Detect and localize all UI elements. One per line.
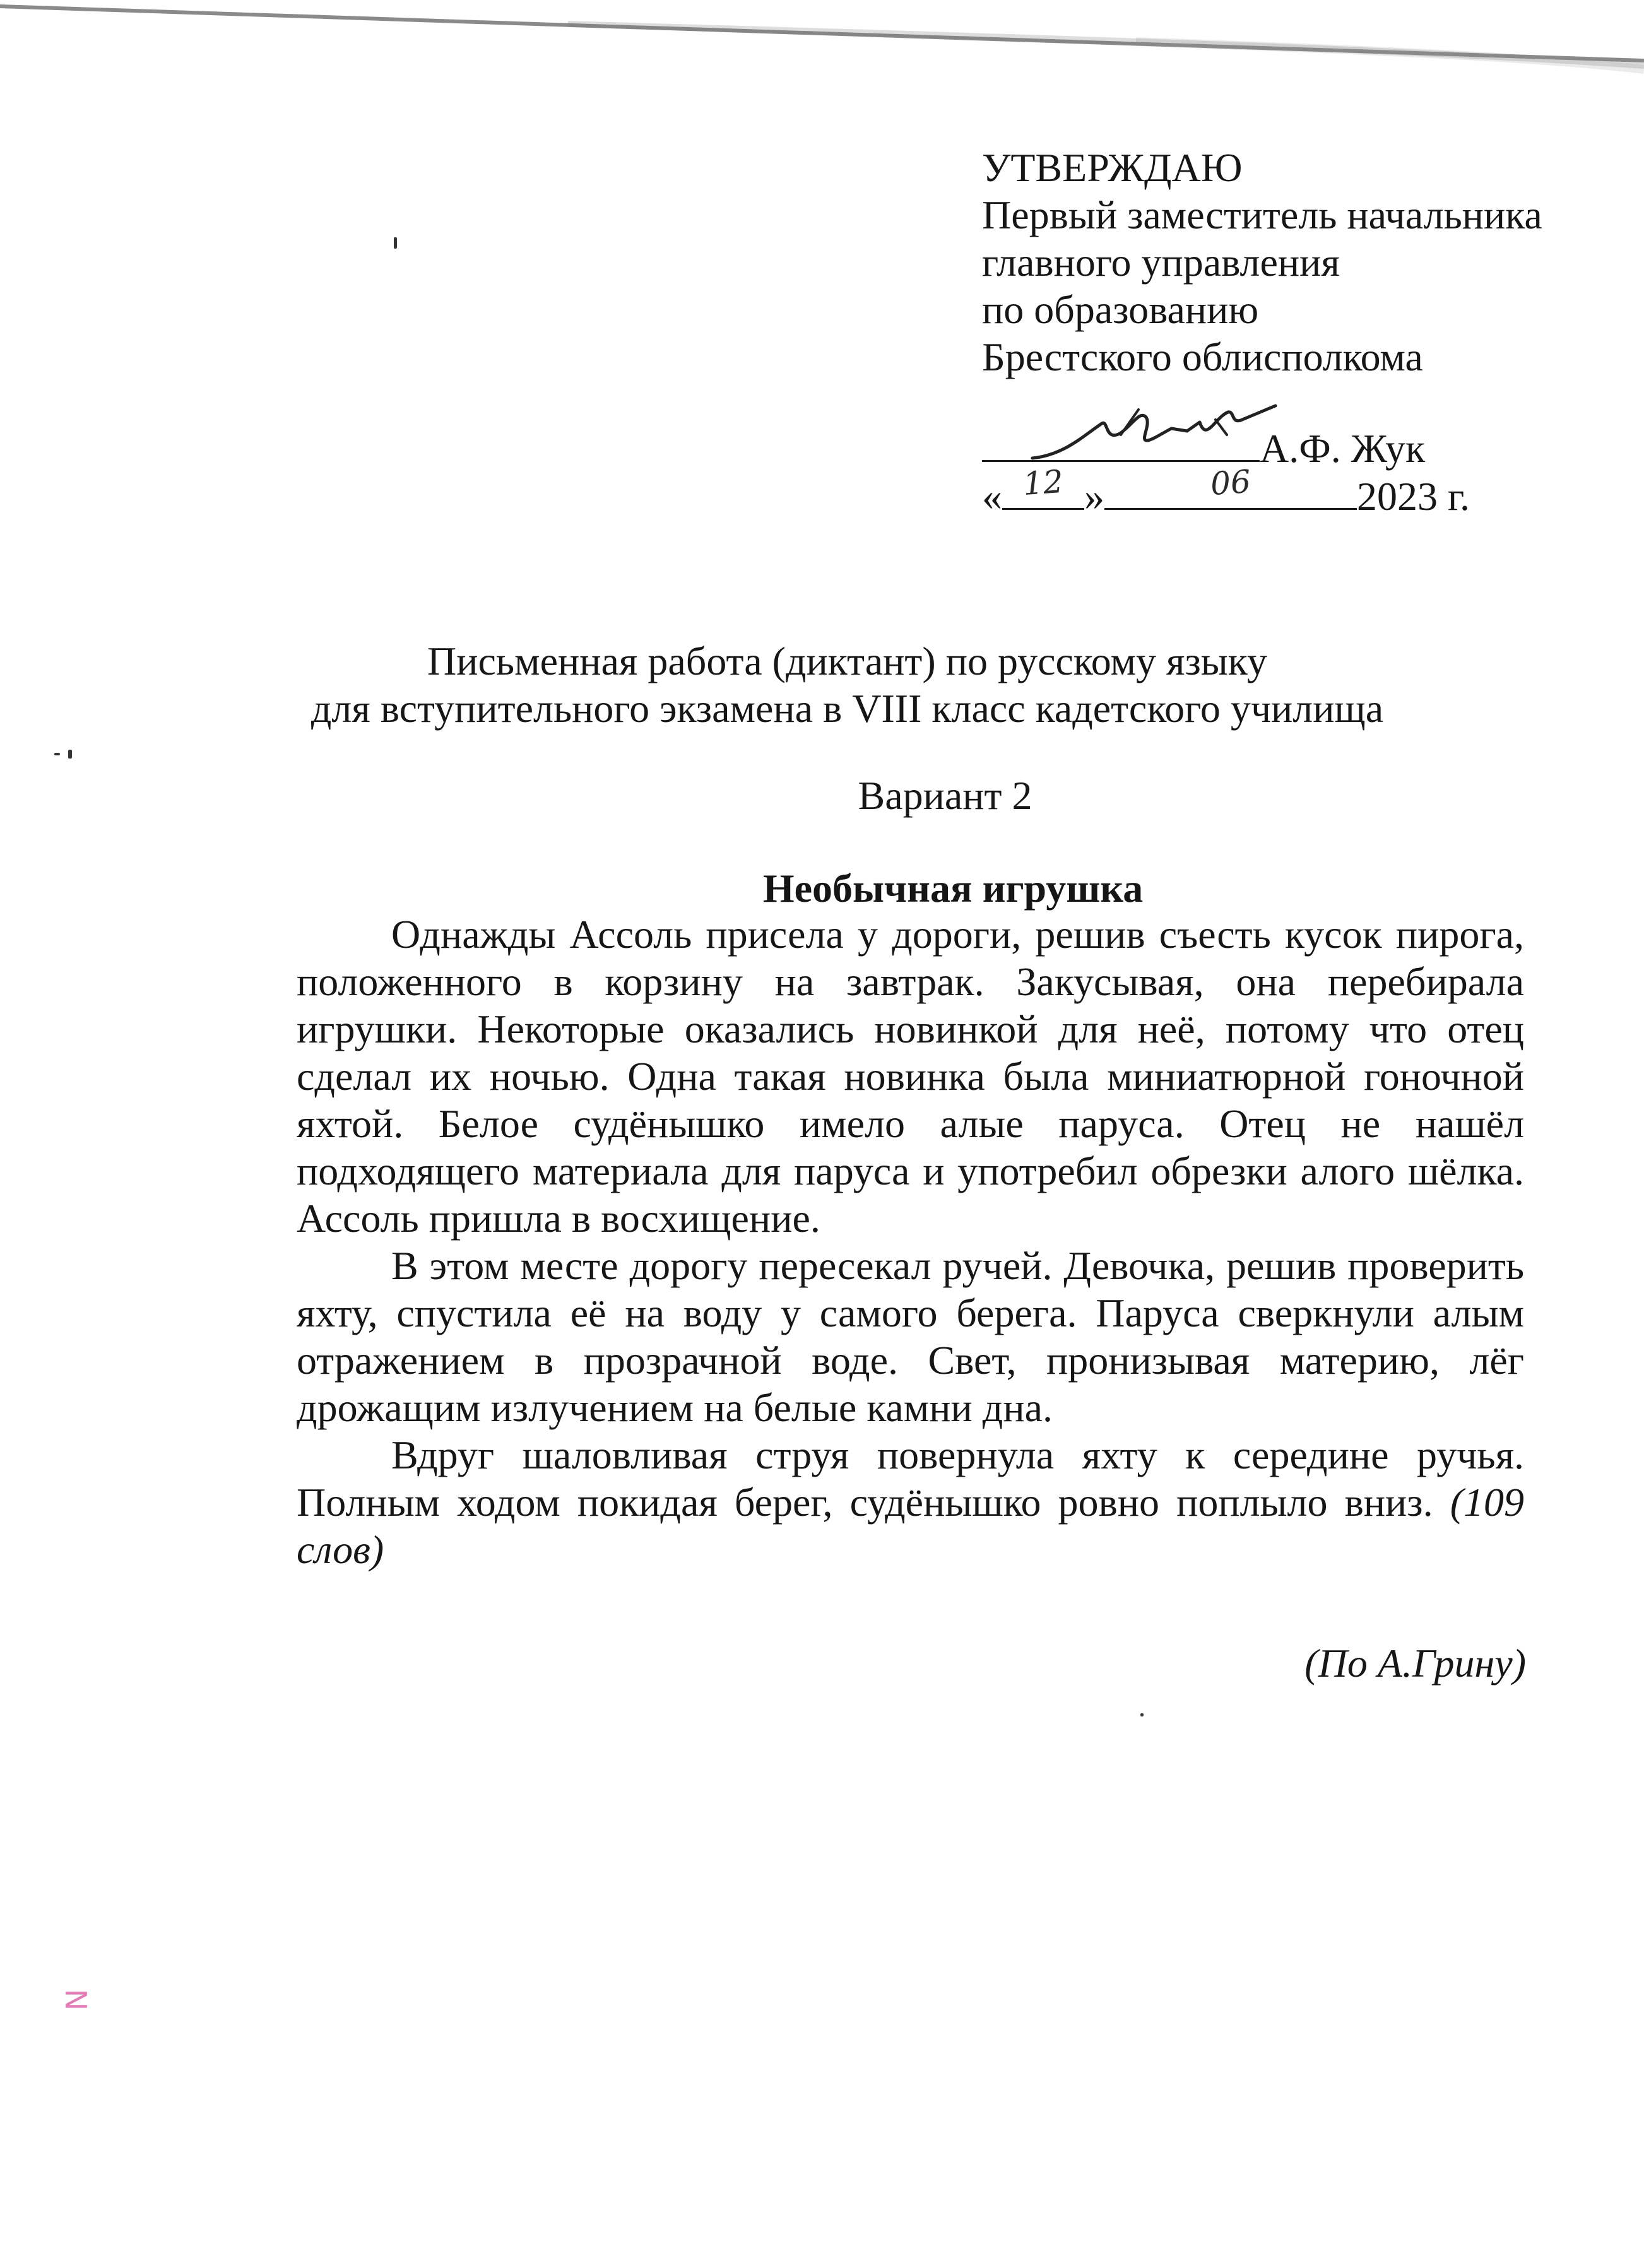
approver-position-line: Брестского облисполкома — [982, 334, 1423, 379]
date-month-blank — [1104, 463, 1357, 510]
approver-position-line: по образованию — [982, 287, 1259, 332]
scan-speck — [394, 237, 397, 249]
scan-speck — [68, 750, 72, 759]
heading-line-1: Письменная работа (диктант) по русскому языку — [427, 639, 1267, 683]
scan-speck — [54, 753, 60, 755]
date-year: 2023 г. — [1357, 474, 1470, 519]
date-day-blank — [1002, 463, 1084, 510]
date-month-handwritten: 06 — [1209, 463, 1252, 503]
approval-stamp-word: УТВЕРЖДАЮ — [982, 145, 1243, 190]
dictation-text — [297, 911, 1524, 1573]
heading-line-2: для вступительного экзамена в VIII класс кадетского училища — [310, 686, 1384, 731]
variant-label: Вариант 2 — [858, 773, 1032, 818]
dictation-title: Необычная игрушка — [762, 866, 1144, 911]
approver-position-line: Первый заместитель начальника — [982, 192, 1542, 237]
dictation-paragraph: Однажды Ассоль присела у дороги, решив съесть кусок пирога, положенного в корзину на завтрак. Закусывая, она перебирала игрушки. Некоторые оказались новинкой для неё, потому что отец сделал их ночью. Одна такая новинка была миниатюрной гоночной яхтой. Белое судёнышко имело алые паруса. Отец не нашёл подходящего материала для паруса и употребил обрезки алого шёлка. Ассоль пришла в восхищение. — [297, 912, 1524, 1241]
dictation-paragraph: В этом месте дорогу пересекал ручей. Девочка, решив проверить яхту, спустила её на воду у самого берега. Паруса сверкнули алым отражением в прозрачной воде. Свет, пронизывая материю, лёг дрожащим излучением на белые камни дна. — [297, 1243, 1524, 1430]
pink-margin-mark: N — [59, 1988, 93, 2011]
scan-shadow-top — [0, 0, 1644, 76]
word-count: (109 слов) — [297, 1480, 1525, 1572]
approver-position-line: главного управления — [982, 240, 1340, 285]
approval-block — [982, 144, 1613, 523]
date-day-handwritten: 12 — [1022, 463, 1065, 503]
signature-line — [982, 422, 1613, 473]
date-line — [982, 463, 1613, 523]
scan-speck — [1140, 1713, 1144, 1716]
date-close-quote: » — [1084, 474, 1104, 519]
dictation-paragraph-text: Вдруг шаловливая струя повернула яхту к середине ручья. Полным ходом покидая берег, судёнышко ровно поплыло вниз. — [297, 1432, 1524, 1525]
handwritten-signature — [1026, 398, 1291, 474]
date-open-quote: « — [982, 474, 1002, 519]
dictation-paragraph — [297, 1431, 1524, 1573]
signatory-name: А.Ф. Жук — [1260, 426, 1426, 471]
author-attribution: (По А.Грину) — [1304, 1641, 1526, 1686]
document-heading — [25, 637, 1644, 732]
